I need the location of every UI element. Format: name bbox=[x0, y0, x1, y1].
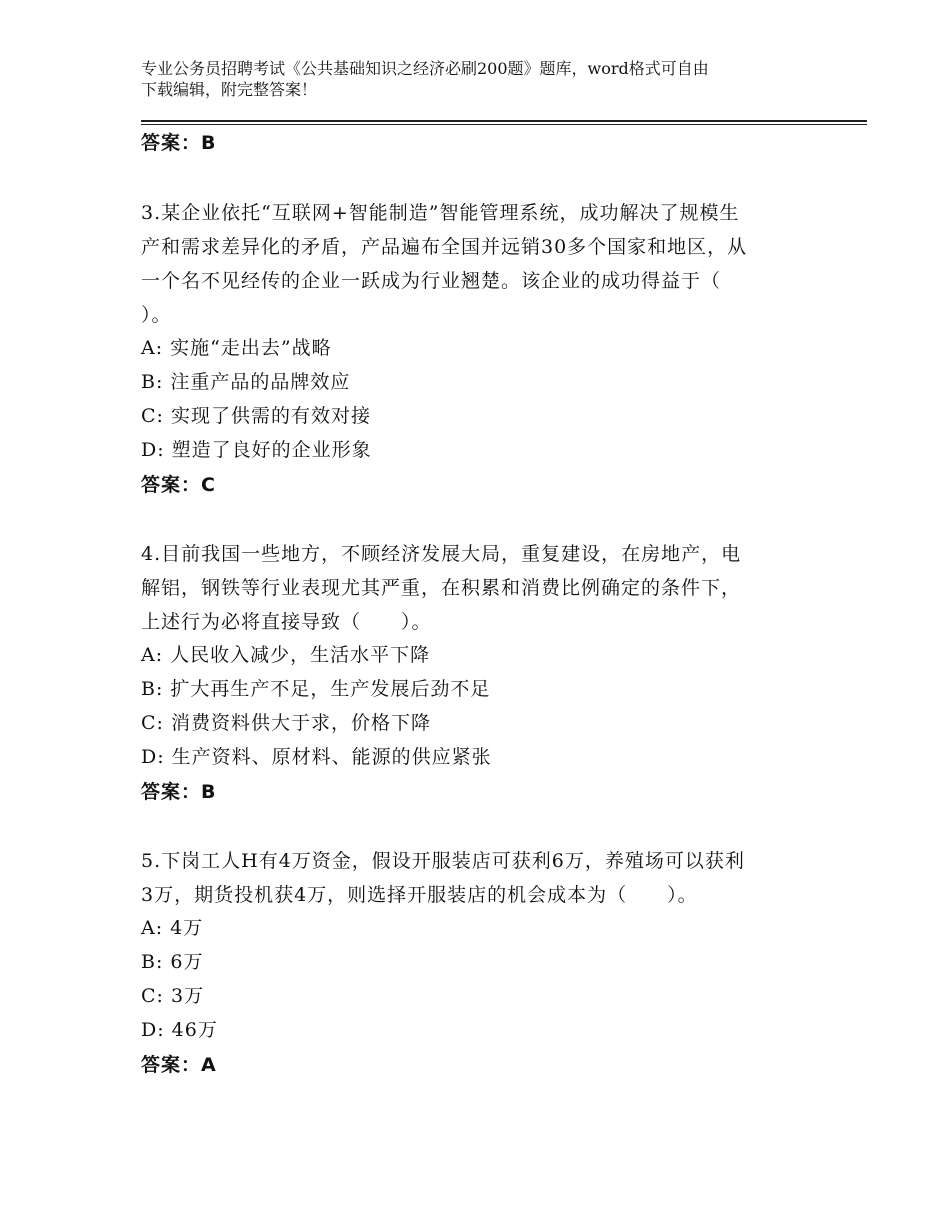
stem-line: 上述行为必将直接导致（ ）。 bbox=[141, 611, 432, 633]
stem-line: 产和需求差异化的矛盾，产品遍布全国并远销30多个国家和地区，从 bbox=[141, 236, 748, 258]
stem-line: 一个名不见经传的企业一跃成为行业翘楚。该企业的成功得益于（ bbox=[141, 270, 722, 292]
question-3-stem bbox=[141, 196, 811, 332]
document-header bbox=[141, 58, 821, 100]
question-5-option-c: C: 3万 bbox=[141, 985, 205, 1007]
question-5-option-a: A: 4万 bbox=[141, 917, 204, 939]
question-3-option-d: D: 塑造了良好的企业形象 bbox=[141, 439, 372, 461]
question-4-option-a: A: 人民收入减少，生活水平下降 bbox=[141, 644, 431, 666]
header-line-2: 下载编辑，附完整答案！ bbox=[141, 80, 318, 99]
stem-line: 4.目前我国一些地方，不顾经济发展大局，重复建设，在房地产，电 bbox=[141, 543, 742, 565]
stem-line: 5.下岗工人H有4万资金，假设开服装店可获利6万，养殖场可以获利 bbox=[141, 850, 745, 872]
question-3-answer: 答案：C bbox=[141, 474, 216, 496]
question-4-option-d: D: 生产资料、原材料、能源的供应紧张 bbox=[141, 746, 492, 768]
stem-line: 3.某企业依托“互联网+智能制造”智能管理系统，成功解决了规模生 bbox=[141, 202, 740, 224]
question-3-option-c: C: 实现了供需的有效对接 bbox=[141, 405, 371, 427]
question-4-stem bbox=[141, 537, 811, 639]
header-line-1: 专业公务员招聘考试《公共基础知识之经济必刷200题》题库，word格式可自由 bbox=[141, 59, 709, 78]
question-4-answer: 答案：B bbox=[141, 781, 217, 803]
header-divider-thick bbox=[141, 120, 867, 122]
question-5-stem bbox=[141, 844, 811, 912]
stem-line: 解铝，钢铁等行业表现尤其严重，在积累和消费比例确定的条件下， bbox=[141, 577, 742, 599]
question-5-answer: 答案：A bbox=[141, 1054, 217, 1076]
question-3-option-a: A: 实施“走出去”战略 bbox=[141, 337, 332, 359]
header-divider-thin bbox=[141, 124, 867, 125]
stem-line: 3万，期货投机获4万，则选择开服装店的机会成本为（ ）。 bbox=[141, 884, 698, 906]
stem-line: ）。 bbox=[141, 304, 172, 326]
question-4-option-c: C: 消费资料供大于求，价格下降 bbox=[141, 712, 431, 734]
question-5-option-d: D: 46万 bbox=[141, 1019, 218, 1041]
question-3-option-b: B: 注重产品的品牌效应 bbox=[141, 371, 351, 393]
question-4-option-b: B: 扩大再生产不足，生产发展后劲不足 bbox=[141, 678, 491, 700]
question-5-option-b: B: 6万 bbox=[141, 951, 204, 973]
previous-answer: 答案：B bbox=[141, 132, 217, 154]
